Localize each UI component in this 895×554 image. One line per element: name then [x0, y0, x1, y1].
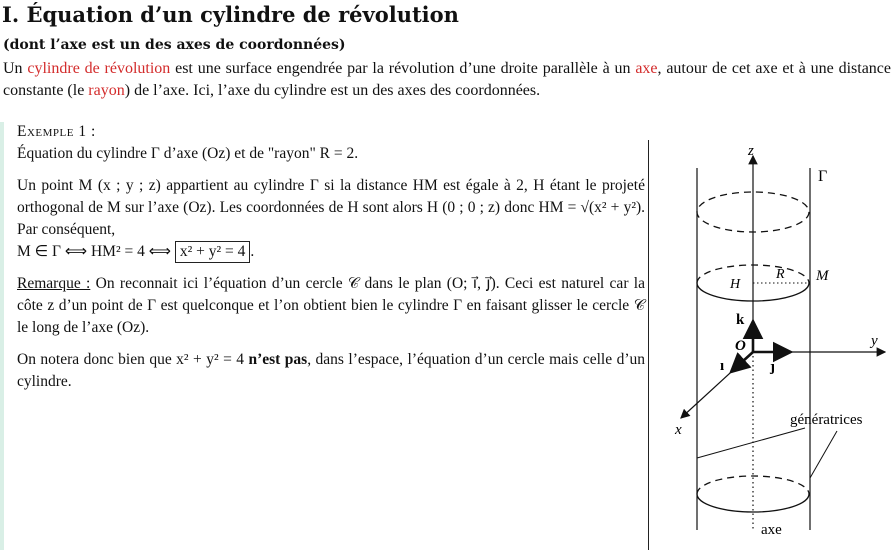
- remark-text: On reconnait ici l’équation d’un cercle 𝒞 dans le plan (O; ı⃗, ȷ⃗). Ceci est naturel car la côte z d’un point de Γ est quelconque et l’on obtient bien le cylindre Γ en faisant glisser le cercle 𝒞 le long de l’axe (Oz).: [17, 275, 645, 336]
- example-sidebar-bar: [0, 122, 4, 550]
- equivalence-end: .: [250, 243, 255, 260]
- column-divider: [648, 140, 649, 550]
- label-z: z: [748, 143, 754, 159]
- label-R: R: [776, 267, 785, 282]
- label-x: x: [675, 422, 682, 438]
- intro-paragraph: [3, 58, 891, 102]
- label-H: H: [730, 277, 741, 292]
- label-O: O: [735, 338, 746, 354]
- conclusion-text: On notera donc bien que x² + y² = 4: [17, 351, 249, 368]
- label-generatrices: génératrices: [790, 412, 863, 428]
- pointer-left: [697, 428, 805, 458]
- conclusion-paragraph: [17, 349, 645, 393]
- conclusion-text: , dans l’espace, l’équation d’un cercle mais celle d’un cylindre.: [17, 351, 645, 390]
- label-i: ı⃗: [720, 358, 736, 374]
- intro-text: est une surface engendrée par la révolution d’une droite parallèle à un: [170, 60, 636, 77]
- equivalence-line: [17, 241, 645, 263]
- section-title: I. Équation d’un cylindre de révolution: [2, 2, 459, 27]
- boxed-equation: x² + y² = 4: [175, 241, 251, 263]
- label-y: y: [871, 333, 878, 349]
- remark-paragraph: [17, 273, 645, 339]
- term-rayon: rayon: [88, 82, 125, 99]
- intro-text: , autour de cet axe et à une distance constante (le: [3, 60, 892, 99]
- label-j: ȷ⃗: [770, 359, 787, 375]
- term-cylindre: cylindre de révolution: [27, 60, 171, 77]
- example-statement: Équation du cylindre Γ d’axe (Oz) et de "rayon" R = 2.: [17, 145, 359, 162]
- example-block: [17, 121, 645, 403]
- term-axe: axe: [635, 60, 658, 77]
- example-label: Exemple 1 :: [17, 123, 96, 140]
- example-paragraph: Un point M (x ; y ; z) appartient au cylindre Γ si la distance HM est égale à 2, H étant le projeté orthogonal de M sur l’axe (Oz). Les coordonnées de H sont alors H (0 ; 0 ; z) donc HM = √(x² + y²). Par conséquent,: [17, 177, 645, 238]
- section-subtitle: (dont l’axe est un des axes de coordonnées): [3, 37, 346, 53]
- label-k: k⃗: [736, 312, 757, 328]
- cylinder-figure: [655, 138, 895, 554]
- remark-label: Remarque :: [17, 275, 91, 292]
- label-gamma: Γ: [818, 168, 828, 185]
- intro-text: Un: [3, 60, 28, 77]
- conclusion-bold: n’est pas: [248, 351, 308, 368]
- label-M: M: [816, 268, 829, 284]
- cylinder-diagram: [655, 138, 895, 550]
- label-axe: axe: [761, 522, 782, 538]
- pointer-right: [810, 431, 837, 478]
- intro-text: ) de l’axe. Ici, l’axe du cylindre est un des axes des coordonnées.: [124, 82, 541, 99]
- equivalence-text: M ∈ Γ ⟺ HM² = 4 ⟺: [17, 243, 171, 260]
